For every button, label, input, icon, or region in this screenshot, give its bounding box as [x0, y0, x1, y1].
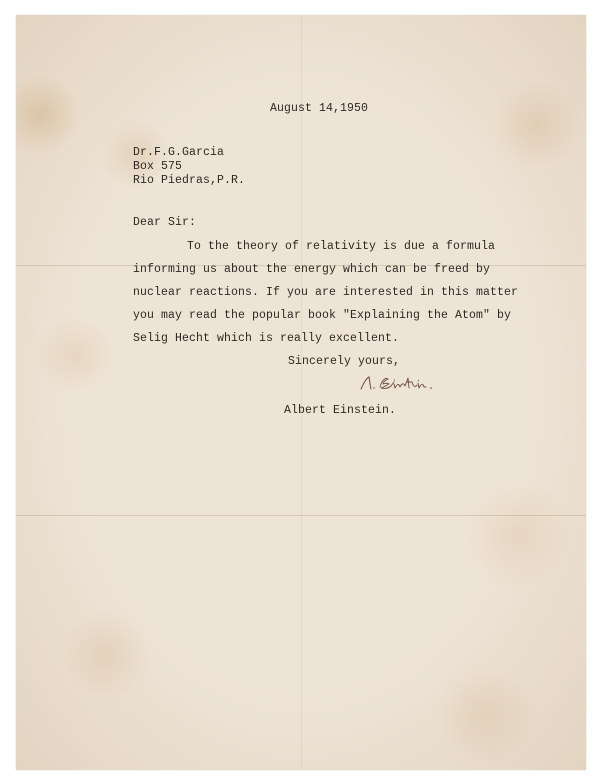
fold-crease-vertical [301, 15, 302, 770]
recipient-city: Rio Piedras,P.R. [133, 174, 246, 187]
body-line: you may read the popular book "Explaining the Atom" by [133, 309, 512, 322]
recipient-box: Box 575 [133, 160, 183, 173]
body-line: To the theory of relativity is due a formula [187, 240, 496, 253]
letter-paper [16, 15, 586, 770]
closing: Sincerely yours, [288, 355, 401, 368]
body-line: nuclear reactions. If you are interested in this matter [133, 286, 519, 299]
handwritten-signature [358, 374, 438, 392]
letter-date: August 14,1950 [270, 102, 369, 115]
body-line: informing us about the energy which can be freed by [133, 263, 491, 276]
body-line: Selig Hecht which is really excellent. [133, 332, 400, 345]
recipient-name: Dr.F.G.Garcia [133, 146, 225, 159]
salutation: Dear Sir: [133, 216, 197, 229]
signatory-name: Albert Einstein. [284, 404, 397, 417]
